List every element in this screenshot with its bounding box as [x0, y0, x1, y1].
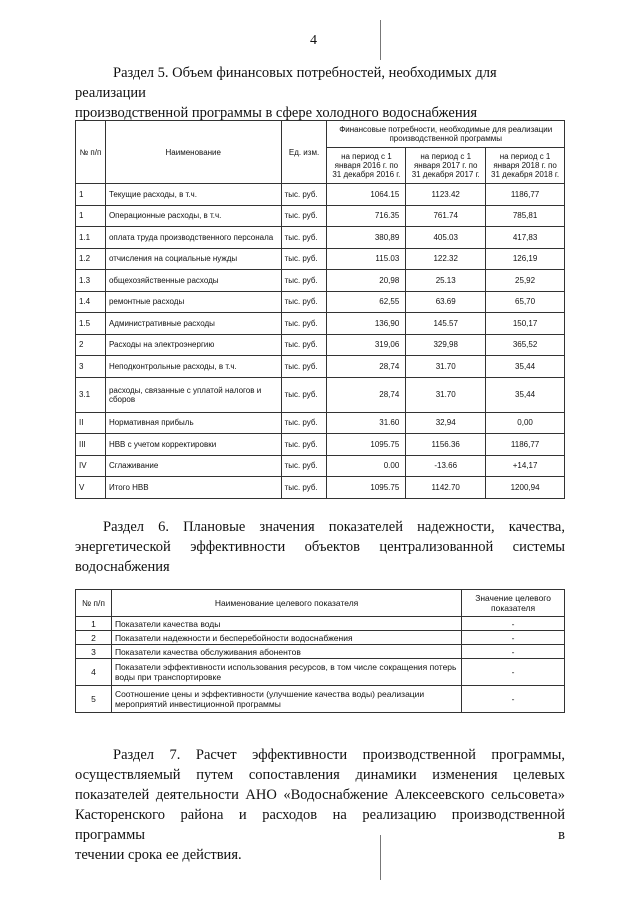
header-name: Наименование [105, 121, 281, 184]
row-unit: тыс. руб. [281, 184, 327, 206]
table-row [76, 227, 565, 249]
row-value-2016: 1095.75 [327, 434, 406, 456]
ind-row-num: 1 [76, 617, 112, 631]
row-name: оплата труда производственного персонала [105, 227, 281, 249]
row-value-2017: 329,98 [406, 334, 486, 356]
ind-header-name: Наименование целевого показателя [111, 590, 461, 617]
row-num: 1 [76, 205, 106, 227]
table-row [76, 617, 565, 631]
section5-heading [75, 63, 565, 123]
row-name: НВВ с учетом корректировки [105, 434, 281, 456]
table-row [76, 645, 565, 659]
row-value-2016: 380,89 [327, 227, 406, 249]
row-name: ремонтные расходы [105, 291, 281, 313]
row-value-2018: +14,17 [486, 455, 565, 477]
section7-line4: Касторенского района и расходов на реализацию производственной программы в [75, 807, 565, 843]
financial-needs-table [75, 120, 565, 499]
ind-row-name: Показатели качества обслуживания абонентов [111, 645, 461, 659]
table-row [76, 631, 565, 645]
row-value-2017: -13.66 [406, 455, 486, 477]
ind-row-num: 2 [76, 631, 112, 645]
table-row [76, 455, 565, 477]
row-num: 1.1 [76, 227, 106, 249]
table-row [76, 313, 565, 335]
row-unit: тыс. руб. [281, 227, 327, 249]
ind-row-name: Показатели эффективности использования ресурсов, в том числе сокращения потерь воды при транспортировке [111, 659, 461, 686]
table-row [76, 248, 565, 270]
table-row [76, 334, 565, 356]
row-num: 3 [76, 356, 106, 378]
ind-row-num: 5 [76, 686, 112, 713]
target-indicators-table [75, 589, 565, 713]
table-row [76, 291, 565, 313]
header-num: № п/п [76, 121, 106, 184]
row-value-2018: 365,52 [486, 334, 565, 356]
row-unit: тыс. руб. [281, 248, 327, 270]
ind-row-value: - [462, 659, 565, 686]
table-row [76, 412, 565, 434]
row-num: III [76, 434, 106, 456]
ind-row-value: - [462, 631, 565, 645]
row-value-2017: 32,94 [406, 412, 486, 434]
row-unit: тыс. руб. [281, 205, 327, 227]
row-name: Неподконтрольные расходы, в т.ч. [105, 356, 281, 378]
row-unit: тыс. руб. [281, 270, 327, 292]
row-num: 1.5 [76, 313, 106, 335]
row-num: 1.3 [76, 270, 106, 292]
section7-line3: показателей деятельности АНО «Водоснабжение Алексеевского сельсовета» [75, 787, 565, 803]
row-name: Итого НВВ [105, 477, 281, 499]
row-value-2018: 0,00 [486, 412, 565, 434]
row-num: IV [76, 455, 106, 477]
row-value-2016: 28,74 [327, 377, 406, 412]
row-value-2018: 150,17 [486, 313, 565, 335]
table-row [76, 434, 565, 456]
row-value-2018: 65,70 [486, 291, 565, 313]
ind-row-value: - [462, 645, 565, 659]
table-row [76, 184, 565, 206]
row-value-2018: 25,92 [486, 270, 565, 292]
table-row [76, 377, 565, 412]
row-unit: тыс. руб. [281, 313, 327, 335]
ind-row-name: Показатели качества воды [111, 617, 461, 631]
row-value-2018: 1200,94 [486, 477, 565, 499]
ind-row-num: 3 [76, 645, 112, 659]
row-num: II [76, 412, 106, 434]
row-name: Расходы на электроэнергию [105, 334, 281, 356]
row-value-2017: 1142.70 [406, 477, 486, 499]
row-unit: тыс. руб. [281, 434, 327, 456]
row-value-2017: 122.32 [406, 248, 486, 270]
page-number: 4 [310, 33, 317, 48]
row-unit: тыс. руб. [281, 377, 327, 412]
row-value-2017: 1123.42 [406, 184, 486, 206]
row-num: 2 [76, 334, 106, 356]
row-value-2016: 20,98 [327, 270, 406, 292]
section6-heading [75, 517, 565, 577]
ind-row-value: - [462, 686, 565, 713]
row-value-2017: 1156.36 [406, 434, 486, 456]
row-num: 1 [76, 184, 106, 206]
row-value-2016: 319,06 [327, 334, 406, 356]
ind-row-name: Соотношение цены и эффективности (улучшение качества воды) реализации мероприятий инвестиционной программы [111, 686, 461, 713]
row-name: Административные расходы [105, 313, 281, 335]
row-value-2017: 145.57 [406, 313, 486, 335]
section7-line5: течении срока ее действия. [75, 847, 242, 863]
row-value-2016: 1064.15 [327, 184, 406, 206]
scan-fold-line-top [380, 20, 381, 60]
header-unit: Ед. изм. [281, 121, 327, 184]
row-value-2017: 405.03 [406, 227, 486, 249]
table-row [76, 686, 565, 713]
ind-header-value: Значение целевого показателя [462, 590, 565, 617]
header-period-2017: на период с 1 января 2017 г. по 31 декабря 2017 г. [406, 148, 486, 184]
row-value-2016: 28,74 [327, 356, 406, 378]
row-value-2016: 0.00 [327, 455, 406, 477]
row-value-2016: 136,90 [327, 313, 406, 335]
row-value-2016: 1095.75 [327, 477, 406, 499]
row-value-2016: 115.03 [327, 248, 406, 270]
row-value-2016: 716.35 [327, 205, 406, 227]
row-value-2018: 417,83 [486, 227, 565, 249]
section5-line2: производственной программы в сфере холодного водоснабжения [75, 105, 478, 121]
table-row [76, 356, 565, 378]
row-name: Операционные расходы, в т.ч. [105, 205, 281, 227]
row-unit: тыс. руб. [281, 412, 327, 434]
row-num: 3.1 [76, 377, 106, 412]
row-value-2017: 25.13 [406, 270, 486, 292]
row-value-2018: 785,81 [486, 205, 565, 227]
row-name: Нормативная прибыль [105, 412, 281, 434]
row-value-2018: 35,44 [486, 356, 565, 378]
table-row [76, 477, 565, 499]
row-num: V [76, 477, 106, 499]
section7-paragraph [75, 745, 565, 865]
row-unit: тыс. руб. [281, 334, 327, 356]
row-value-2017: 31.70 [406, 356, 486, 378]
row-name: Текущие расходы, в т.ч. [105, 184, 281, 206]
section6-line2: энергетической эффективности объектов централизованной системы [75, 539, 565, 555]
ind-row-value: - [462, 617, 565, 631]
section7-line1: Раздел 7. Расчет эффективности производственной программы, [113, 747, 565, 763]
table-row [76, 659, 565, 686]
row-value-2018: 1186,77 [486, 434, 565, 456]
header-period-2018: на период с 1 января 2018 г. по 31 декабря 2018 г. [486, 148, 565, 184]
row-name: общехозяйственные расходы [105, 270, 281, 292]
row-value-2018: 1186,77 [486, 184, 565, 206]
row-unit: тыс. руб. [281, 455, 327, 477]
row-name: Сглаживание [105, 455, 281, 477]
row-value-2016: 62,55 [327, 291, 406, 313]
section7-line2: осуществляемый путем сопоставления динамики изменения целевых [75, 767, 565, 783]
ind-row-name: Показатели надежности и бесперебойности водоснабжения [111, 631, 461, 645]
row-num: 1.4 [76, 291, 106, 313]
row-unit: тыс. руб. [281, 477, 327, 499]
section5-line1: Раздел 5. Объем финансовых потребностей, необходимых для реализации [75, 65, 497, 101]
header-period-2016: на период с 1 января 2016 г. по 31 декабря 2016 г. [327, 148, 406, 184]
row-value-2016: 31.60 [327, 412, 406, 434]
row-name: отчисления на социальные нужды [105, 248, 281, 270]
row-unit: тыс. руб. [281, 291, 327, 313]
row-value-2018: 126,19 [486, 248, 565, 270]
row-num: 1.2 [76, 248, 106, 270]
table-row [76, 205, 565, 227]
row-value-2018: 35,44 [486, 377, 565, 412]
ind-header-num: № п/п [76, 590, 112, 617]
header-financial-needs: Финансовые потребности, необходимые для реализации производственной программы [327, 121, 565, 148]
ind-row-num: 4 [76, 659, 112, 686]
row-value-2017: 63.69 [406, 291, 486, 313]
table-row [76, 270, 565, 292]
row-value-2017: 761.74 [406, 205, 486, 227]
row-name: расходы, связанные с уплатой налогов и сборов [105, 377, 281, 412]
section6-line1: Раздел 6. Плановые значения показателей надежности, качества, [103, 519, 565, 535]
row-unit: тыс. руб. [281, 356, 327, 378]
row-value-2017: 31.70 [406, 377, 486, 412]
section6-line3: водоснабжения [75, 559, 170, 575]
